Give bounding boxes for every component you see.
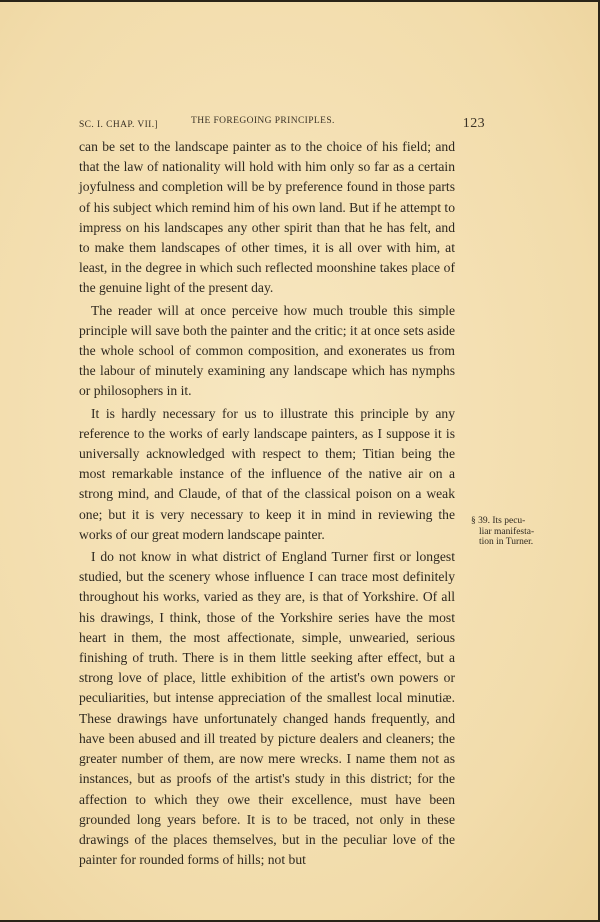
section-reference: SC. I. CHAP. VII.] xyxy=(79,120,159,130)
body-text xyxy=(79,137,455,870)
margin-note-line: tion in Turner. xyxy=(479,537,534,547)
paragraph: can be set to the landscape painter as to the choice of his field; and that the law of nationality will hold with him only so far as a certain joyfulness and completion will be by preference found in those parts of his subject which remind him of his own land. But if he attempt to impress on his landscapes any other spirit than that he has felt, and to make them landscapes of other times, it is all over with him, at least, in the degree in which such reflected moonshine takes place of the genuine light of the present day. xyxy=(79,139,455,296)
page-number: 123 xyxy=(462,116,485,131)
running-header xyxy=(79,116,485,132)
paragraph: The reader will at once perceive how much trouble this simple principle will save both the painter and the critic; it at once sets aside the whole school of common composition, and exonerates us from the labour of minutely examining any landscape which has nymphs or philosophers in it. xyxy=(79,302,455,399)
margin-note xyxy=(471,516,591,548)
margin-note-line: liar manifesta- xyxy=(479,526,535,537)
margin-note-line: § 39. Its pecu- xyxy=(471,516,526,526)
paragraph: I do not know in what district of England Turner first or longest studied, but the scenery whose influence I can trace most definitely throughout his works, varied as they are, is that of Yorkshire. Of all his drawings, I think, those of the Yorkshire series have the most heart in them, the most affectionate, simple, unwearied, serious finishing of truth. There is in them little seeking after effect, but a strong love of place, little exhibition of the artist's own powers or peculiarities, but intense appreciation of the smallest local minutiæ. These drawings have unfortunately changed hands frequently, and have been abused and ill treated by picture dealers and cleaners; the greater number of them, are now mere wrecks. I name them not as instances, but as proofs of the artist's study in this district; for the affection to which they owe their excellence, must have been grounded long years before. It is to be traced, not only in these drawings of the places themselves, but in the peculiar love of the painter for rounded forms of hills; not but xyxy=(79,549,455,868)
paragraph: It is hardly necessary for us to illustrate this principle by any reference to the works of early landscape painters, as I suppose it is universally acknowledged with respect to them; Titian being the most remarkable instance of the influence of the native air on a strong mind, and Claude, of that of the classical poison on a weak one; but it is very necessary to keep it in mind in reviewing the works of our great modern landscape painter. xyxy=(79,405,455,542)
running-title: THE FOREGOING PRINCIPLES. xyxy=(191,116,335,126)
